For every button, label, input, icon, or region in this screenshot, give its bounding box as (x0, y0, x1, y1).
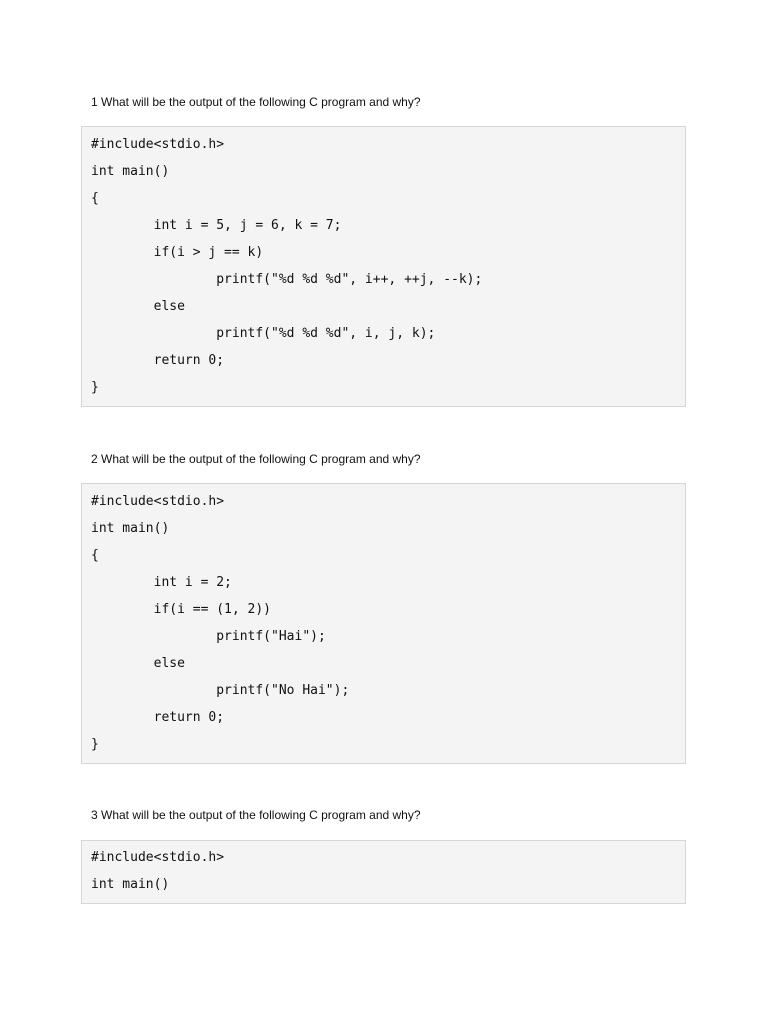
code-line: #include<stdio.h> (91, 137, 225, 152)
code-line: int main() (91, 164, 170, 179)
code-line: int i = 5, j = 6, k = 7; (91, 218, 342, 233)
code-line: else (91, 656, 185, 671)
code-line: #include<stdio.h> (91, 494, 225, 509)
code-line: printf("%d %d %d", i++, ++j, --k); (91, 272, 483, 287)
code-line: } (91, 737, 99, 752)
question-3-prompt: 3 What will be the output of the following C program and why? (91, 808, 421, 822)
code-line: { (91, 548, 99, 563)
code-line: #include<stdio.h> (91, 850, 225, 865)
code-line: if(i == (1, 2)) (91, 602, 272, 617)
code-line: if(i > j == k) (91, 245, 264, 260)
code-line: else (91, 299, 185, 314)
code-line: } (91, 380, 99, 395)
code-line: printf("Hai"); (91, 629, 326, 644)
code-line: int i = 2; (91, 575, 232, 590)
code-line: int main() (91, 877, 170, 892)
question-1-code-block (81, 126, 686, 407)
question-3-code-block (81, 840, 686, 904)
code-line: printf("No Hai"); (91, 683, 350, 698)
code-line: int main() (91, 521, 170, 536)
question-2-code-block (81, 483, 686, 764)
code-line: return 0; (91, 353, 225, 368)
question-2-prompt: 2 What will be the output of the following C program and why? (91, 452, 421, 466)
code-line: return 0; (91, 710, 225, 725)
question-1-prompt: 1 What will be the output of the following C program and why? (91, 95, 421, 109)
code-line: printf("%d %d %d", i, j, k); (91, 326, 436, 341)
code-line: { (91, 191, 99, 206)
